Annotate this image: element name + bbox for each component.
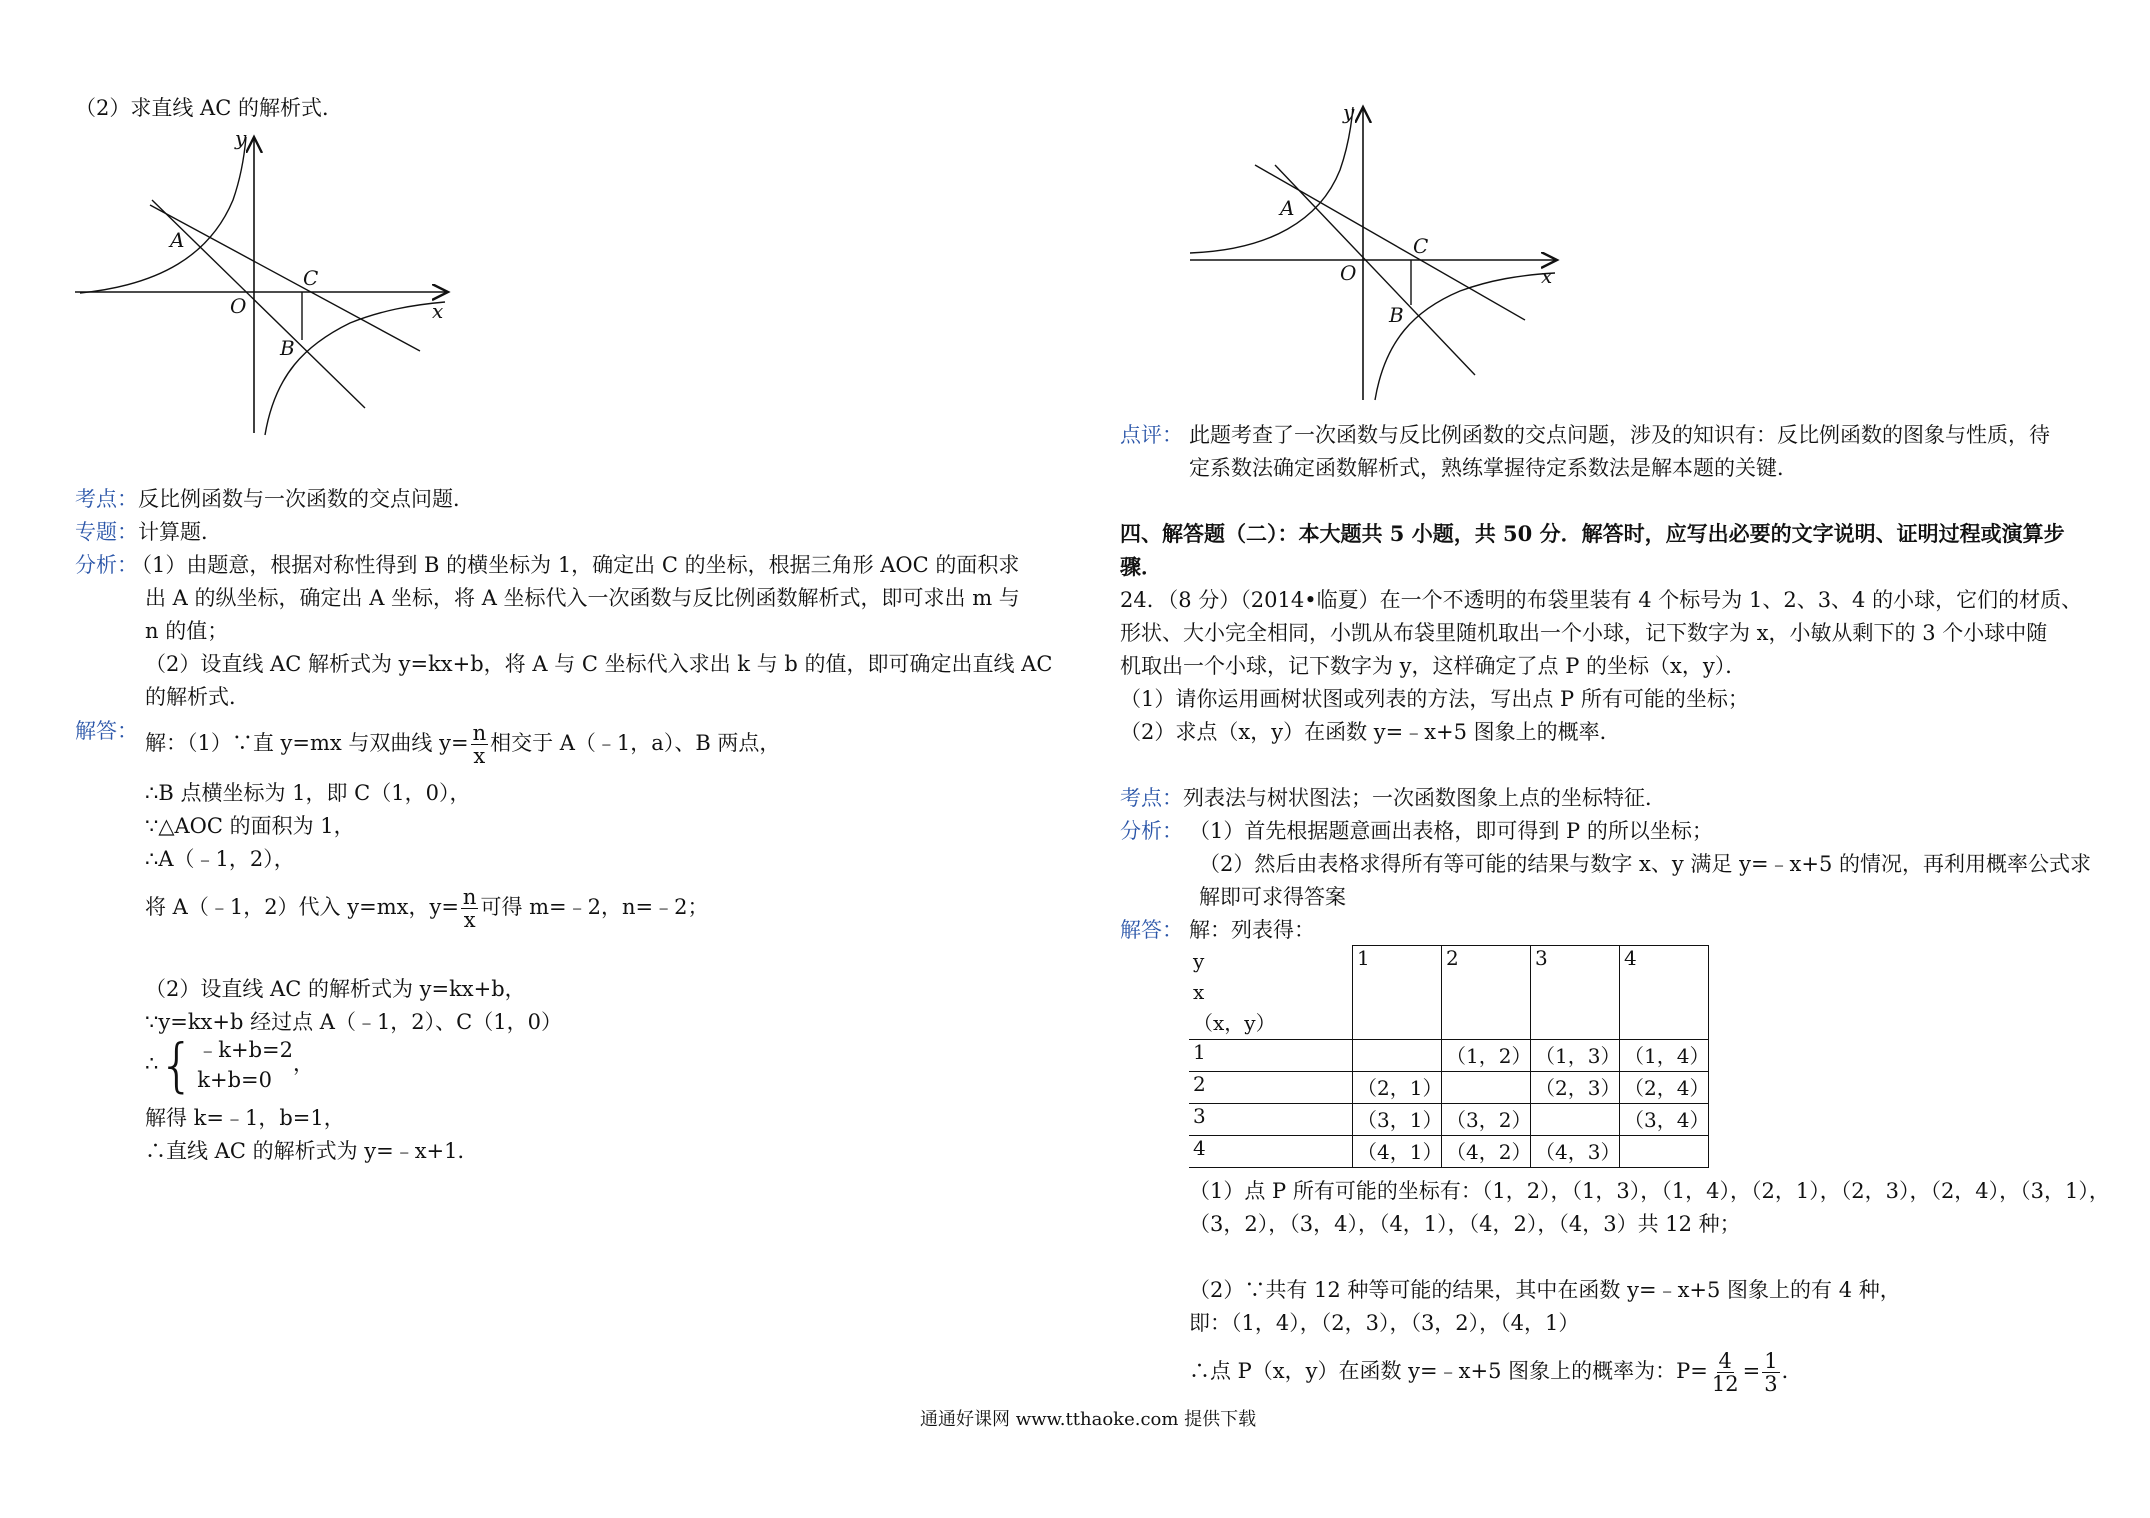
fenxi-label: 分析： — [75, 553, 138, 577]
table-cell: （2，3） — [1531, 1071, 1620, 1103]
table-col-header: 1 — [1353, 946, 1442, 1040]
fenxi-label: 分析： — [1120, 819, 1183, 843]
zhuanti-label: 专题： — [75, 520, 138, 544]
table-cell — [1620, 1135, 1709, 1167]
q24-line: 24．（8 分）（2014•临夏）在一个不透明的布袋里装有 4 个标号为 1、2、3、4 的小球，它们的材质、 — [1120, 588, 2083, 612]
left-function-graph — [70, 125, 460, 445]
fenxi-line: （2）设直线 AC 解析式为 y=kx+b，将 A 与 C 坐标代入求出 k 与 b 的值，即可确定出直线 AC — [145, 652, 1053, 676]
zhuanti-text: 计算题． — [138, 520, 222, 544]
outcome-table — [1189, 945, 1709, 1168]
kaodian-row-right — [1120, 784, 1666, 812]
fenxi-line: 出 A 的纵坐标，确定出 A 坐标，将 A 坐标代入一次函数与反比例函数解析式，即可求出 m 与 — [145, 586, 1020, 610]
answer-3-line: ∴点 P（x，y）在函数 y=﹣x+5 图象上的概率为：P= $\frac{4}{12}$ = $\frac{1}{3}$ ． — [1189, 1349, 1803, 1396]
hyperbola-branch-upper — [80, 137, 246, 293]
table-row — [1189, 1071, 1709, 1103]
table-cell: （3，2） — [1442, 1103, 1531, 1135]
jieda-label: 解答： — [75, 719, 138, 743]
table-row — [1189, 1135, 1709, 1167]
solution-line-2: ∴B 点横坐标为 1，即 C（1，0）， — [145, 781, 471, 805]
dianping-line: 此题考查了一次函数与反比例函数的交点问题，涉及的知识有：反比例函数的图象与性质，待 — [1189, 423, 2050, 447]
fenxi-line: 解即可求得答案 — [1199, 885, 1346, 909]
table-corner-cell: y x （x，y） — [1189, 946, 1353, 1040]
fenxi-line: （1）由题意，根据对称性得到 B 的横坐标为 1，确定出 C 的坐标，根据三角形 AOC 的面积求 — [131, 553, 1020, 577]
fenxi-line: n 的值； — [145, 619, 229, 643]
table-row-label: 1 — [1189, 1039, 1353, 1071]
fraction-n-over-x: $\frac{n}{x}$ — [472, 721, 487, 768]
q24-line: （1）请你运用画树状图或列表的方法，写出点 P 所有可能的坐标； — [1120, 687, 1749, 711]
table-row-label: 3 — [1189, 1103, 1353, 1135]
hyperbola-branch-upper — [1190, 107, 1353, 253]
table-cell: （3，1） — [1353, 1103, 1442, 1135]
table-cell: （1，3） — [1531, 1039, 1620, 1071]
line-oa-ob — [1275, 165, 1475, 375]
table-cell: （1，2） — [1442, 1039, 1531, 1071]
kaodian-text: 列表法与树状图法；一次函数图象上点的坐标特征． — [1183, 786, 1666, 810]
jieda-intro: 解：列表得： — [1189, 918, 1315, 942]
table-col-header: 4 — [1620, 946, 1709, 1040]
section-heading: 四、解答题（二）：本大题共 5 小题，共 50 分．解答时，应写出必要的文字说明、证明过程或演算步 — [1120, 521, 2065, 546]
solution-line-6: （2）设直线 AC 的解析式为 y=kx+b， — [145, 977, 526, 1001]
table-row — [1189, 1039, 1709, 1071]
answer-2-line: 即：（1，4），（2，3），（3，2），（4，1） — [1189, 1311, 1580, 1335]
table-cell: （4，3） — [1531, 1135, 1620, 1167]
hyperbola-branch-lower — [265, 302, 445, 435]
label-a: A — [1280, 196, 1295, 220]
table-cell: （4，2） — [1442, 1135, 1531, 1167]
table-col-header: 3 — [1531, 946, 1620, 1040]
kaodian-text: 反比例函数与一次函数的交点问题． — [138, 487, 474, 511]
label-b: B — [280, 336, 295, 360]
solution-line-1: 解：（1）∵直 y=mx 与双曲线 y= $\frac{n}{x}$ 相交于 A（﹣1，a）、B 两点， — [145, 721, 781, 768]
q24-line: 机取出一个小球，记下数字为 y，这样确定了点 P 的坐标（x，y）． — [1120, 654, 1747, 678]
equation-system: ∴ { ﹣k+b=2 k+b=0 ， — [145, 1031, 315, 1099]
fraction-n-over-x: $\frac{n}{x}$ — [462, 885, 477, 932]
answer-1-line: （1）点 P 所有可能的坐标有：（1，2），（1，3），（1，4），（2，1），（2，3），（2，4），（3，1）， — [1189, 1179, 2110, 1203]
table-cell — [1531, 1103, 1620, 1135]
dianping-label: 点评： — [1120, 423, 1183, 447]
page-footer: 通通好课网 www.tthaoke.com 提供下载 — [920, 1409, 1257, 1430]
table-header-row — [1189, 946, 1709, 1040]
solution-line-4: ∴A（﹣1，2）， — [145, 847, 295, 871]
fraction-1-over-3: $\frac{1}{3}$ — [1764, 1349, 1778, 1396]
label-c: C — [1413, 234, 1429, 258]
zhuanti-row — [75, 518, 222, 546]
label-y: y — [1343, 100, 1355, 124]
solution-line-3: ∵△AOC 的面积为 1， — [145, 814, 355, 838]
table-cell: （2，4） — [1620, 1071, 1709, 1103]
table-cell: （1，4） — [1620, 1039, 1709, 1071]
fenxi-line: （2）然后由表格求得所有等可能的结果与数字 x、y 满足 y=﹣x+5 的情况，再利用概率公式求 — [1199, 852, 2092, 876]
table-col-header: 2 — [1442, 946, 1531, 1040]
solution-line-5: 将 A（﹣1，2）代入 y=mx，y= $\frac{n}{x}$ 可得 m=﹣2，n=﹣2； — [145, 885, 709, 932]
answer-1-line: （3，2），（3，4），（4，1），（4，2），（4，3）共 12 种； — [1189, 1212, 1741, 1236]
fraction-4-over-12: $\frac{4}{12}$ — [1711, 1349, 1739, 1396]
table-cell: （3，4） — [1620, 1103, 1709, 1135]
table-row-label: 2 — [1189, 1071, 1353, 1103]
right-function-graph — [1185, 95, 1575, 415]
label-x: x — [432, 299, 444, 323]
table-cell — [1353, 1039, 1442, 1071]
table-cell: （2，1） — [1353, 1071, 1442, 1103]
system-eq-2: k+b=0 — [197, 1068, 273, 1092]
solution-line-9: ∴直线 AC 的解析式为 y=﹣x+1． — [145, 1139, 479, 1163]
kaodian-label: 考点： — [75, 487, 138, 511]
label-x: x — [1541, 264, 1553, 288]
q24-line: 形状、大小完全相同，小凯从布袋里随机取出一个小球，记下数字为 x，小敏从剩下的 3 个小球中随 — [1120, 621, 2048, 645]
label-c: C — [303, 266, 319, 290]
question-2: （2）求直线 AC 的解析式． — [75, 96, 343, 120]
answer-2-line: （2）∵共有 12 种等可能的结果，其中在函数 y=﹣x+5 图象上的有 4 种， — [1189, 1278, 1901, 1302]
table-cell: （4，1） — [1353, 1135, 1442, 1167]
label-a: A — [170, 228, 185, 252]
section-heading-cont: 骤． — [1120, 554, 1162, 579]
solution-line-7: ∵y=kx+b 经过点 A（﹣1，2）、C（1，0） — [145, 1010, 562, 1034]
kaodian-row — [75, 485, 474, 513]
dianping-line: 定系数法确定函数解析式，熟练掌握待定系数法是解本题的关键． — [1189, 456, 1798, 480]
system-eq-1: ﹣k+b=2 — [197, 1038, 294, 1062]
q24-line: （2）求点（x，y）在函数 y=﹣x+5 图象上的概率． — [1120, 720, 1621, 744]
hyperbola-branch-lower — [1375, 273, 1555, 400]
label-o: O — [230, 294, 247, 318]
solution-line-8: 解得 k=﹣1，b=1， — [145, 1106, 345, 1130]
table-row-label: 4 — [1189, 1135, 1353, 1167]
label-o: O — [1340, 261, 1357, 285]
table-row — [1189, 1103, 1709, 1135]
table-cell — [1442, 1071, 1531, 1103]
fenxi-line: 的解析式． — [145, 685, 250, 709]
label-y: y — [235, 126, 247, 150]
line-ac — [1255, 165, 1525, 320]
kaodian-label: 考点： — [1120, 786, 1183, 810]
jieda-label: 解答： — [1120, 918, 1183, 942]
label-b: B — [1389, 303, 1404, 327]
fenxi-line: （1）首先根据题意画出表格，即可得到 P 的所以坐标； — [1189, 819, 1713, 843]
